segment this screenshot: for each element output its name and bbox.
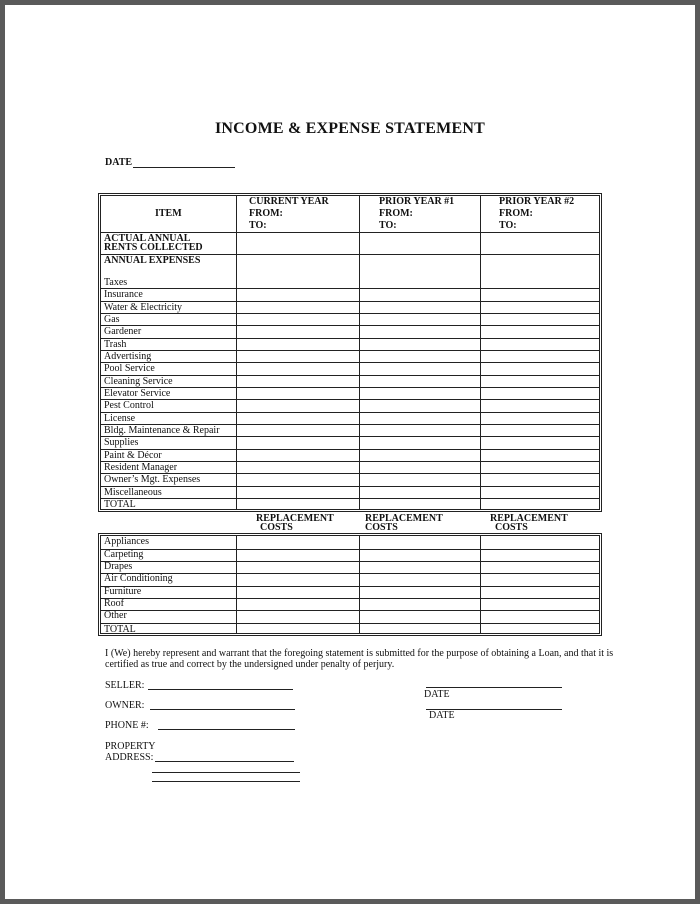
expense-item-label: Elevator Service xyxy=(104,388,171,399)
expense-item-label: Supplies xyxy=(104,437,139,448)
replacement-item-label: Appliances xyxy=(104,536,149,547)
expense-item-label: Resident Manager xyxy=(104,462,178,473)
prior-year-2-from: FROM: xyxy=(499,208,533,219)
address-line-2[interactable] xyxy=(152,772,300,773)
address-line-3[interactable] xyxy=(152,781,300,782)
expense-item-label: Water & Electricity xyxy=(104,302,183,313)
page-title: INCOME & EXPENSE STATEMENT xyxy=(215,120,485,137)
rents-label-line1: ACTUAL ANNUAL xyxy=(104,233,191,244)
expense-item-label: Pest Control xyxy=(104,400,154,411)
date-1-line[interactable] xyxy=(426,687,562,688)
replacement-item-label: Carpeting xyxy=(104,549,144,560)
expense-item-label: Trash xyxy=(104,339,127,350)
owner-label: OWNER: xyxy=(105,700,145,711)
phone-line[interactable] xyxy=(158,729,295,730)
replacement-item-label: Other xyxy=(104,610,127,621)
date-1-label: DATE xyxy=(424,689,450,700)
replacement-costs-table xyxy=(98,533,602,636)
expense-item-label: Gardener xyxy=(104,326,142,337)
prior-year-1-from: FROM: xyxy=(379,208,413,219)
address-label: ADDRESS: xyxy=(105,752,154,763)
replacement-header-2-line2: COSTS xyxy=(365,522,398,533)
date-line[interactable] xyxy=(133,167,235,168)
replacement-header-2-line1: REPLACEMENT xyxy=(365,513,443,524)
rents-label-line2: RENTS COLLECTED xyxy=(104,242,203,253)
annual-expenses-label: ANNUAL EXPENSES xyxy=(104,255,201,266)
replacement-header-3-line2: COSTS xyxy=(495,522,528,533)
item-header: ITEM xyxy=(155,208,182,219)
prior-year-1-header: PRIOR YEAR #1 xyxy=(379,196,455,207)
seller-line[interactable] xyxy=(148,689,293,690)
address-line-1[interactable] xyxy=(155,761,294,762)
current-year-to: TO: xyxy=(249,220,267,231)
certification-line2: certified as true and correct by the undersigned under penalty of perjury. xyxy=(105,659,395,670)
expense-item-label: Bldg. Maintenance & Repair xyxy=(104,425,220,436)
prior-year-1-to: TO: xyxy=(379,220,397,231)
expense-item-label: Taxes xyxy=(104,277,128,288)
property-label: PROPERTY xyxy=(105,741,156,752)
total-label: TOTAL xyxy=(104,499,136,510)
expense-item-label: Miscellaneous xyxy=(104,487,162,498)
expense-item-label: Paint & Décor xyxy=(104,450,162,461)
replacement-header-1-line2: COSTS xyxy=(260,522,293,533)
seller-label: SELLER: xyxy=(105,680,145,691)
replacement-item-label: Air Conditioning xyxy=(104,573,173,584)
replacement-total-label: TOTAL xyxy=(104,624,136,635)
replacement-header-1-line1: REPLACEMENT xyxy=(256,513,334,524)
replacement-item-label: Roof xyxy=(104,598,124,609)
phone-label: PHONE #: xyxy=(105,720,149,731)
certification-line1: I (We) hereby represent and warrant that the foregoing statement is submitted for the purpose of obtaining a Loan, and that it is xyxy=(105,648,614,659)
replacement-header-3-line1: REPLACEMENT xyxy=(490,513,568,524)
prior-year-2-to: TO: xyxy=(499,220,517,231)
current-year-from: FROM: xyxy=(249,208,283,219)
owner-line[interactable] xyxy=(150,709,295,710)
date-2-label: DATE xyxy=(429,710,455,721)
expense-item-label: Insurance xyxy=(104,289,143,300)
expense-item-label: Owner’s Mgt. Expenses xyxy=(104,474,201,485)
date-label: DATE xyxy=(105,157,133,168)
expense-item-label: Advertising xyxy=(104,351,152,362)
expense-item-label: Cleaning Service xyxy=(104,376,173,387)
expense-item-label: Pool Service xyxy=(104,363,155,374)
current-year-header: CURRENT YEAR xyxy=(249,196,329,207)
replacement-item-label: Furniture xyxy=(104,586,142,597)
prior-year-2-header: PRIOR YEAR #2 xyxy=(499,196,575,207)
expense-item-label: License xyxy=(104,413,136,424)
expense-item-label: Gas xyxy=(104,314,120,325)
replacement-item-label: Drapes xyxy=(104,561,133,572)
